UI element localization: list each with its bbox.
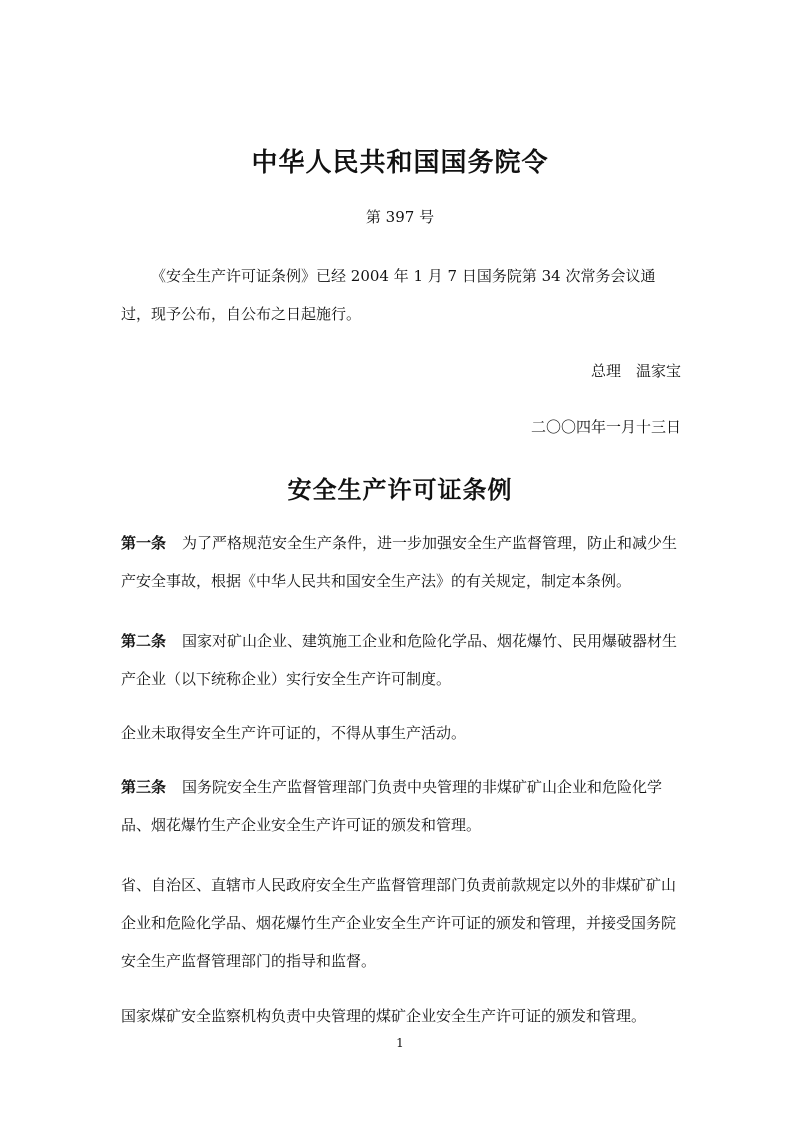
page-number: 1 — [396, 1036, 404, 1050]
regulation-title: 安全生产许可证条例 — [287, 475, 513, 504]
promulgation-paragraph: 《安全生产许可证条例》已经 2004 年 1 月 7 日国务院第 34 次常务会议通过，现予公布，自公布之日起施行。 — [121, 267, 656, 323]
article-2-text: 国家对矿山企业、建筑施工企业和危险化学品、烟花爆竹、民用爆破器材生产企业（以下统称企业）实行安全生产许可制度。 — [121, 632, 678, 688]
decree-date: 二〇〇四年一月十三日 — [530, 418, 681, 436]
article-1 — [121, 524, 681, 600]
article-3-text: 国务院安全生产监督管理部门负责中央管理的非煤矿矿山企业和危险化学品、烟花爆竹生产企业安全生产许可证的颁发和管理。 — [121, 778, 663, 834]
article-1-label: 第一条 — [121, 534, 167, 552]
decree-number: 第 397 号 — [365, 208, 435, 226]
article-2-label: 第二条 — [121, 632, 167, 650]
article-3-paragraph-3: 国家煤矿安全监察机构负责中央管理的煤矿企业安全生产许可证的颁发和管理。 — [121, 1007, 647, 1025]
article-3-label: 第三条 — [121, 778, 167, 796]
article-1-text: 为了严格规范安全生产条件，进一步加强安全生产监督管理，防止和减少生产安全事故，根据《中华人民共和国安全生产法》的有关规定，制定本条例。 — [121, 534, 678, 590]
article-2-paragraph-2: 企业未取得安全生产许可证的，不得从事生产活动。 — [121, 724, 467, 742]
signatory: 总理 温家宝 — [590, 362, 681, 380]
article-2 — [121, 622, 681, 698]
article-3 — [121, 768, 681, 844]
decree-title: 中华人民共和国国务院令 — [251, 148, 549, 178]
article-3-paragraph-2: 省、自治区、直辖市人民政府安全生产监督管理部门负责前款规定以外的非煤矿矿山企业和危险化学品、烟花爆竹生产企业安全生产许可证的颁发和管理，并接受国务院安全生产监督管理部门的指导和监督。 — [121, 876, 677, 970]
